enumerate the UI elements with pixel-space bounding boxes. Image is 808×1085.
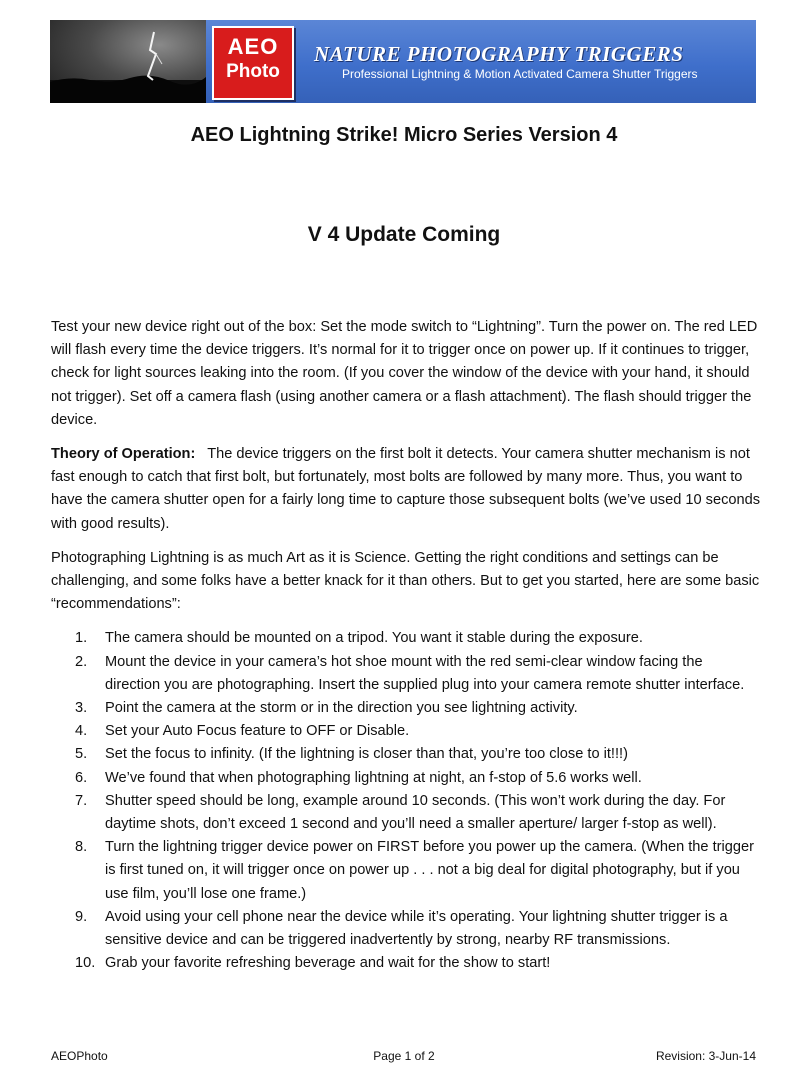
header-banner (50, 20, 756, 103)
list-item (51, 720, 761, 743)
list-item-number: 9. (75, 908, 88, 925)
footer-page-number: Page 1 of 2 (373, 1049, 435, 1063)
recommendations-list (51, 627, 761, 975)
logo-line-2: Photo (226, 61, 280, 82)
list-item (51, 743, 761, 766)
intro-paragraph: Test your new device right out of the box: Set the mode switch to “Lightning”. Turn the power on. The red LED will flash every time the device triggers. It’s normal for it to trigger once on power up. If it continues to trigger, check for light sources leaking into the room. (If you cover the window of the device with your hand, it should not trigger). Set off a camera flash (using another camera or a flash attachment). The flash should trigger the device. (51, 319, 758, 428)
recommendations-paragraph: Photographing Lightning is as much Art as it is Science. Getting the right conditions and settings can be challenging, and some folks have a better knack for it than others. But to get you started, here are some basic “recommendations”: (51, 549, 760, 613)
list-item-text: Turn the lightning trigger device power on FIRST before you power up the camera. (When the trigger is first tuned on, it will trigger once on power up . . . not a big deal for digital photography, but if you use film, you’ll lose one frame.) (105, 839, 754, 902)
theory-paragraph (51, 443, 761, 536)
theory-text: The device triggers on the first bolt it detects. Your camera shutter mechanism is not fast enough to catch that first bolt, but fortunately, most bolts are followed by many more. Thus, you want to have the camera shutter open for a fairly long time to capture those subsequent bolts (we’ve used 10 seconds with good results). (51, 446, 761, 532)
aeo-photo-logo (212, 26, 294, 100)
banner-subtitle: Professional Lightning & Motion Activated Camera Shutter Triggers (342, 67, 698, 81)
banner-title: NATURE PHOTOGRAPHY TRIGGERS (314, 42, 684, 66)
list-item (51, 906, 761, 952)
list-item (51, 836, 761, 906)
document-body (51, 316, 761, 975)
lightning-photo (50, 20, 206, 103)
list-item-text: Avoid using your cell phone near the device while it’s operating. Your lightning shutter trigger is a sensitive device and can be triggered inadvertently by strong, nearby RF transmissions. (105, 908, 728, 949)
list-item (51, 651, 761, 697)
list-item-text: The camera should be mounted on a tripod. You want it stable during the exposure. (105, 630, 643, 647)
list-item-text: Point the camera at the storm or in the direction you see lightning activity. (105, 700, 578, 717)
list-item-text: Shutter speed should be long, example around 10 seconds. (This won’t work during the day. For daytime shots, don’t exceed 1 second and you’ll need a smaller aperture/ larger f-stop as well). (105, 792, 726, 833)
list-item (51, 790, 761, 836)
list-item (51, 627, 761, 650)
list-item (51, 697, 761, 720)
list-item-number: 4. (75, 723, 88, 740)
list-item-number: 3. (75, 700, 88, 717)
list-item-number: 2. (75, 653, 88, 670)
list-item-number: 8. (75, 839, 88, 856)
list-item-number: 7. (75, 792, 88, 809)
list-item-text: We’ve found that when photographing lightning at night, an f-stop of 5.6 works well. (105, 769, 642, 786)
list-item-number: 10. (75, 955, 96, 972)
list-item-text: Mount the device in your camera’s hot shoe mount with the red semi-clear window facing the direction you are photographing. Insert the supplied plug into your camera remote shutter interface. (105, 653, 745, 693)
document-title: AEO Lightning Strike! Micro Series Version 4 (190, 124, 618, 146)
list-item-text: Set the focus to infinity. (If the lightning is closer than that, you’re too close to it!!!) (105, 746, 628, 763)
list-item-text: Set your Auto Focus feature to OFF or Disable. (105, 723, 410, 740)
logo-line-1: AEO (227, 34, 279, 59)
list-item-number: 6. (75, 769, 88, 786)
list-item-number: 1. (75, 630, 88, 647)
list-item-text: Grab your favorite refreshing beverage and wait for the show to start! (105, 955, 551, 972)
list-item (51, 952, 761, 975)
list-item-number: 5. (75, 746, 88, 763)
list-item (51, 767, 761, 790)
footer-revision: Revision: 3-Jun-14 (655, 1049, 756, 1063)
document-subtitle: V 4 Update Coming (307, 223, 501, 246)
footer-company: AEOPhoto (51, 1049, 108, 1063)
theory-label: Theory of Operation: (51, 446, 196, 463)
